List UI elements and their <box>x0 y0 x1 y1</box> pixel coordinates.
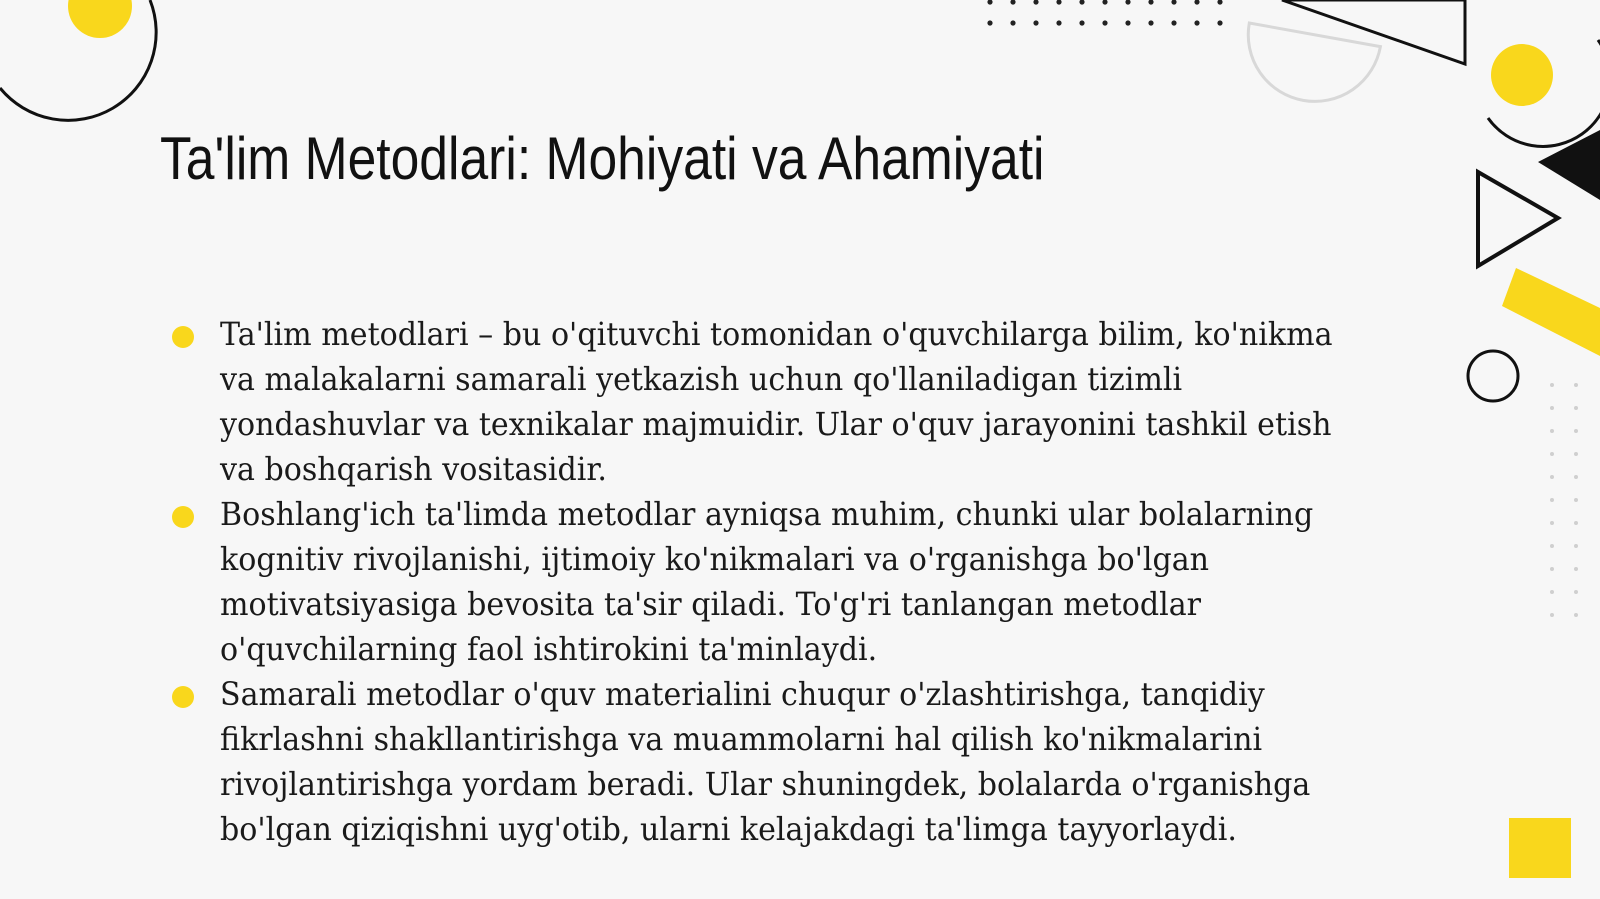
bullet-dot-icon <box>172 326 194 348</box>
bullet-text: Boshlang'ich ta'limda metodlar ayniqsa muhim, chunki ular bolalarning kognitiv rivojlanishi, ijtimoiy ko'nikmalari va o'rganishga bo'lgan motivatsiyasiga bevosita ta'sir qiladi. To'g'ri tanlangan metodlar o'quvchilarning faol ishtirokini ta'minlaydi. <box>220 495 1314 668</box>
slide-title: Ta'lim Metodlari: Mohiyati va Ahamiyati <box>160 125 1045 192</box>
bullet-list <box>170 312 1350 852</box>
dot-grid-decoration <box>987 0 1222 26</box>
bullet-item <box>170 492 1350 672</box>
yellow-bar-decoration <box>1502 268 1600 356</box>
bullet-dot-icon <box>172 686 194 708</box>
half-circle-decoration <box>1245 1 1388 112</box>
faint-dot-grid-decoration <box>1550 383 1578 617</box>
circle-outline-decoration <box>1468 351 1518 401</box>
yellow-circle-right-decoration <box>1491 44 1553 106</box>
bullet-item <box>170 672 1350 852</box>
yellow-square-decoration <box>1509 818 1571 878</box>
triangle-outline-decoration <box>1282 0 1465 64</box>
bullet-dot-icon <box>172 506 194 528</box>
yellow-circle-decoration <box>68 0 132 38</box>
bullet-text: Samarali metodlar o'quv materialini chuqur o'zlashtirishga, tanqidiy fikrlashni shakllantirishga va muammolarni hal qilish ko'nikmalarini rivojlantirishga yordam beradi. Ular shuningdek, bolalarda o'rganishga bo'lgan qiziqishni uyg'otib, ularni kelajakdagi ta'limga tayyorlaydi. <box>220 675 1311 848</box>
bullet-item <box>170 312 1350 492</box>
play-triangle-decoration <box>1478 172 1558 266</box>
bullet-text: Ta'lim metodlari – bu o'qituvchi tomonidan o'quvchilarga bilim, ko'nikma va malakalarni samarali yetkazish uchun qo'llaniladigan tizimli yondashuvlar va texnikalar majmuidir. Ular o'quv jarayonini tashkil etish va boshqarish vositasidir. <box>220 315 1333 488</box>
